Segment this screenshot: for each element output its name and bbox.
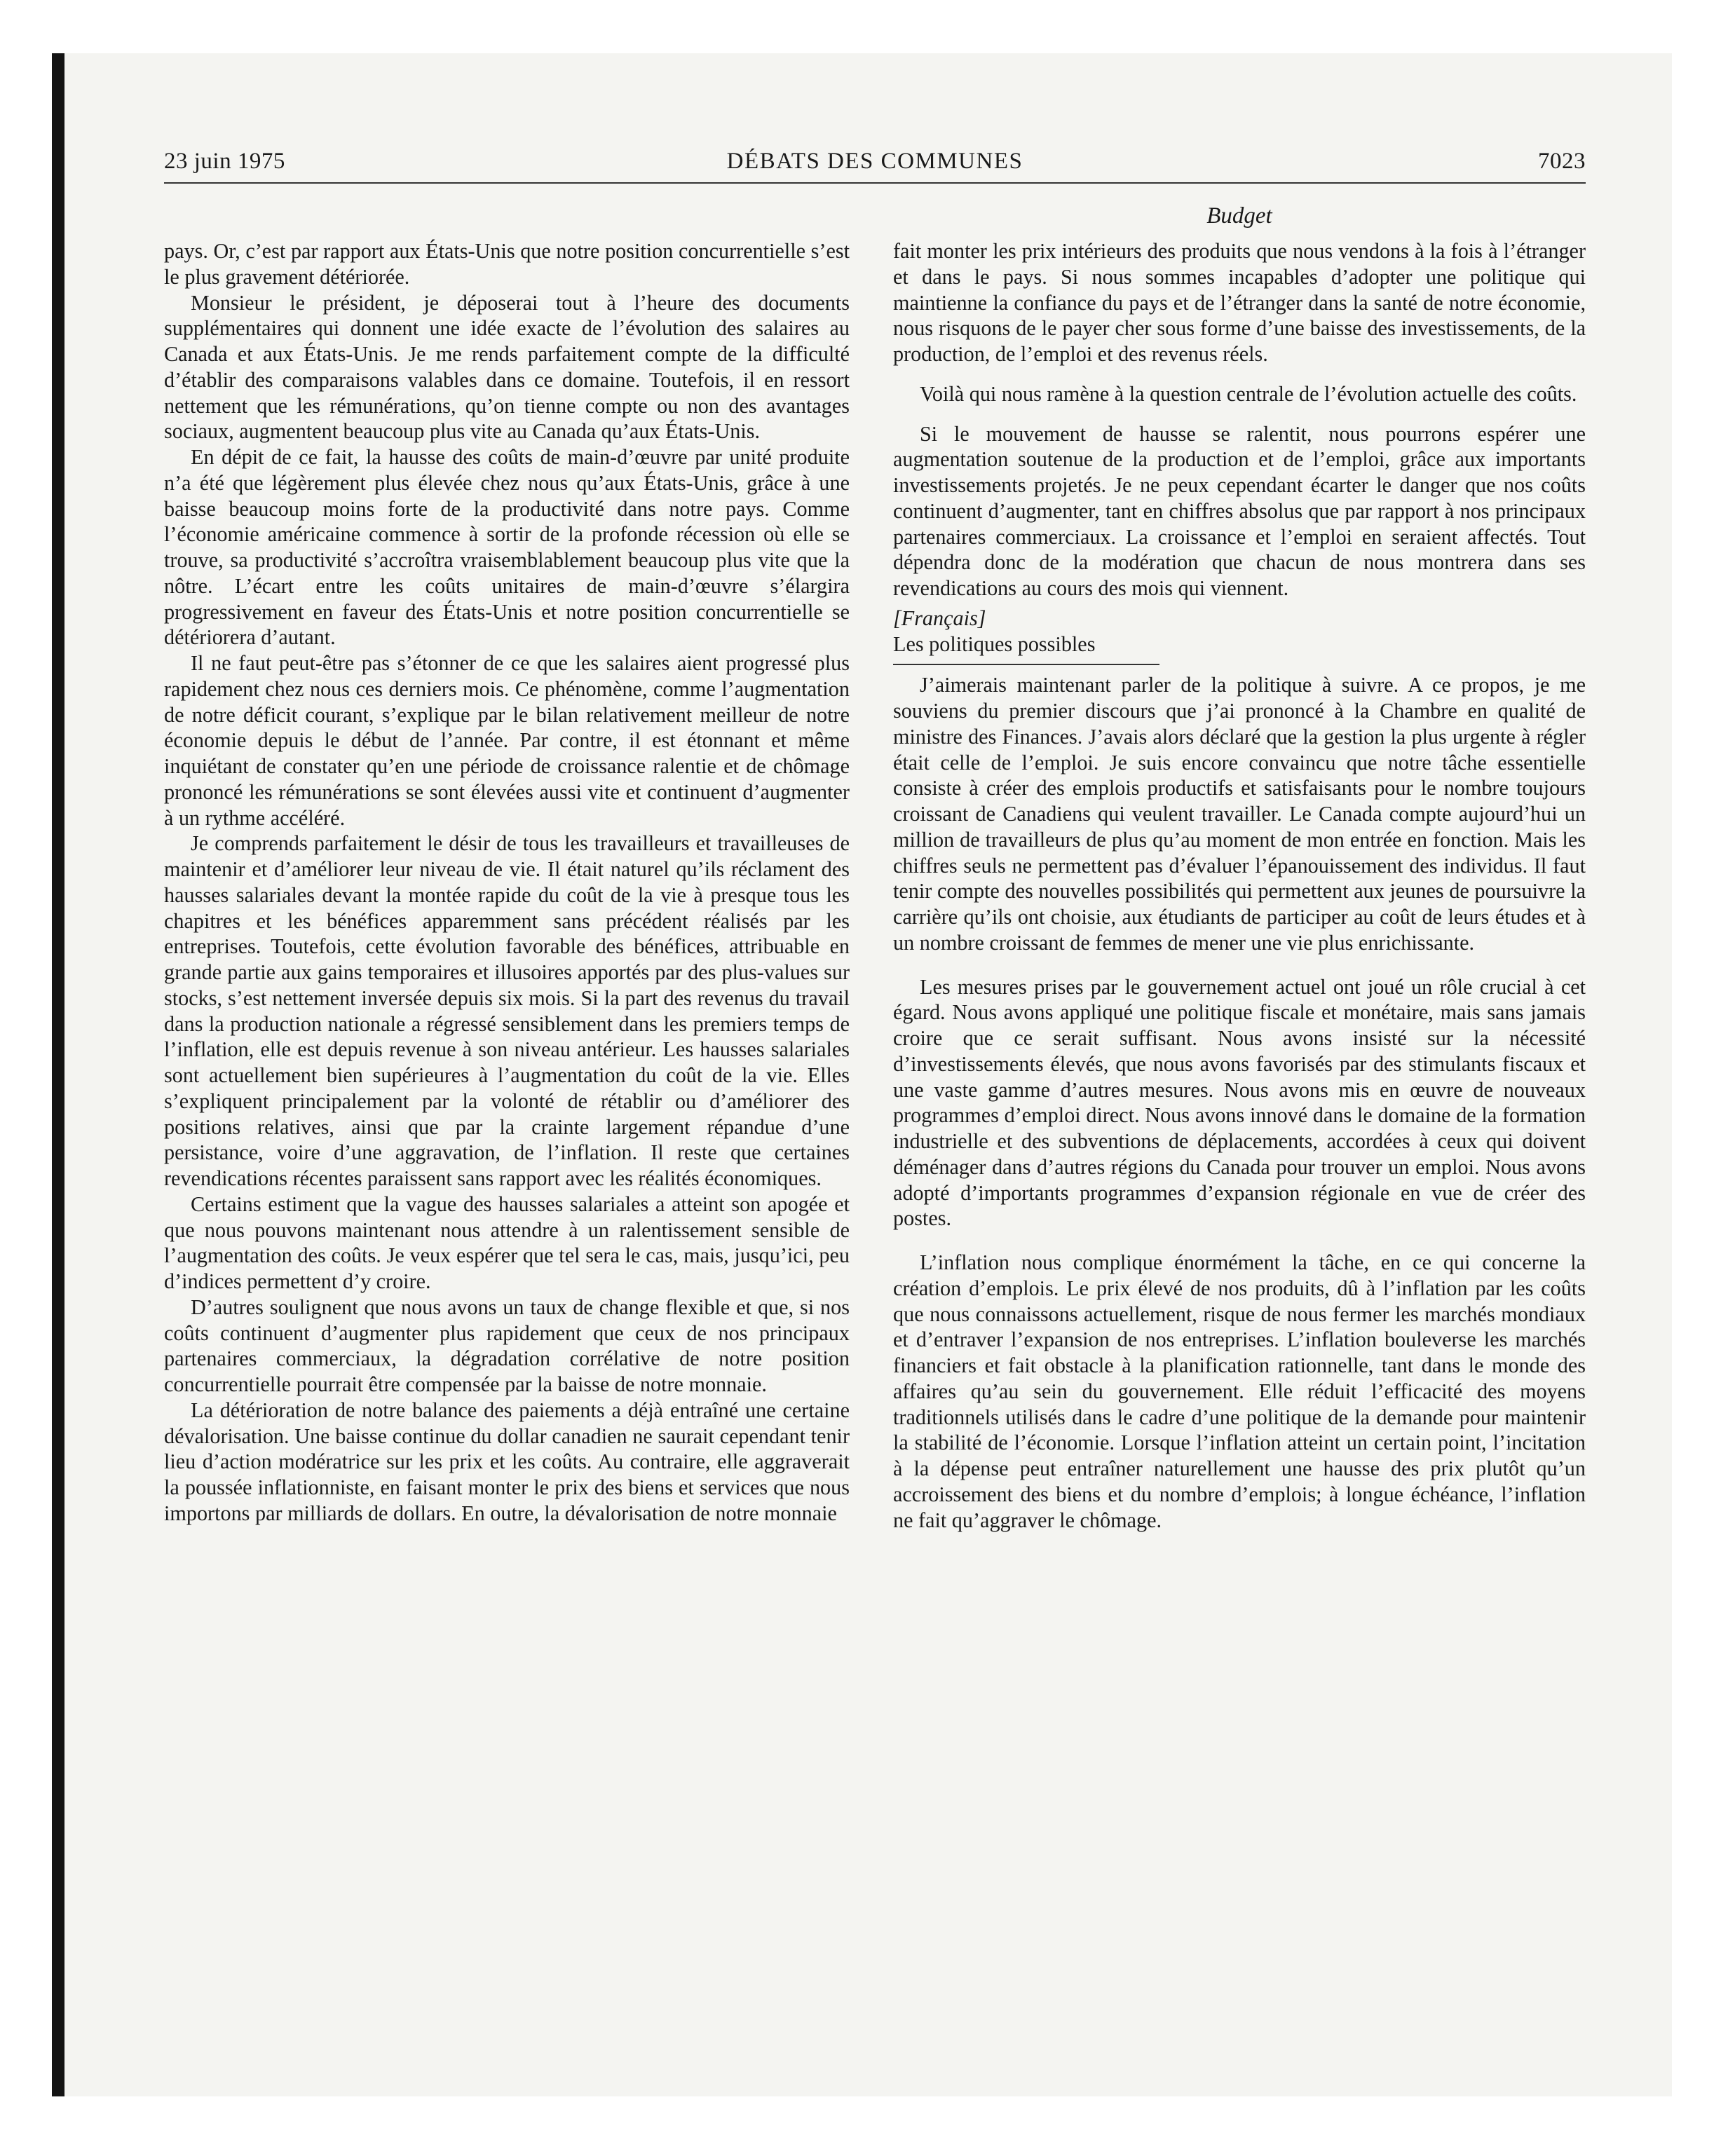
paragraph: Les mesures prises par le gouvernement actuel ont joué un rôle crucial à cet égard. Nous avons appliqué une politique fiscale et monétaire, mais sans jamais croire que ce serait suffisant. Nous avons insisté sur la nécessité d’investissements élevés, que nous avons favorisés par des stimulants fiscaux et une vaste gamme d’autres mesures. Nous avons mis en œuvre de nouveaux programmes d’emploi direct. Nous avons innové dans le domaine de la formation industrielle et des subventions de déplacements, accordées à ceux qui doivent déménager dans d’autres régions du Canada pour trouver un emploi. Nous avons adopté d’importants programmes d’expansion régionale en vue de créer des postes. <box>893 974 1586 1231</box>
paragraph: Monsieur le président, je déposerai tout à l’heure des documents supplémentaires qui donnent une idée exacte de l’évolution des salaires au Canada et aux États-Unis. Je me rends parfaitement compte de la difficulté d’établir des comparaisons valables dans ce domaine. Toutefois, il en ressort nettement que les rémunérations, qu’on tienne compte ou non des avantages sociaux, augmentent beaucoup plus vite au Canada qu’aux États-Unis. <box>164 290 850 444</box>
language-tag <box>893 606 1586 632</box>
right-column <box>893 238 1586 1533</box>
running-head: Budget <box>1206 203 1272 228</box>
header-publication: DÉBATS DES COMMUNES <box>726 149 1023 174</box>
left-column <box>164 238 850 1527</box>
paragraph: L’inflation nous complique énormément la tâche, en ce qui concerne la création d’emplois. Le prix élevé de nos produits, dû à l’inflation par les coûts que nous connaissons actuellement, risque de nous fermer les marchés mondiaux et d’entraver l’expansion de nos entreprises. L’inflation bouleverse les marchés financiers et fait obstacle à la planification rationnelle, tant dans le monde des affaires qu’au sein du gouvernement. Elle réduit l’efficacité des moyens traditionnels utilisés dans le cadre d’une politique de la demande pour maintenir la stabilité de l’économie. Lorsque l’inflation atteint un certain point, l’incitation à la dépense peut entraîner naturellement une hausse des prix plutôt qu’un accroissement des biens et du nombre d’emplois; à longue échéance, l’inflation ne fait qu’aggraver le chômage. <box>893 1250 1586 1532</box>
paragraph: pays. Or, c’est par rapport aux États-Unis que notre position concurrentielle s’est le plus gravement détériorée. <box>164 239 850 289</box>
paragraph: La détérioration de notre balance des paiements a déjà entraîné une certaine dévalorisation. Une baisse continue du dollar canadien ne saurait cependant tenir lieu d’action modératrice sur les prix et les coûts. Au contraire, elle aggraverait la poussée inflationniste, en faisant monter le prix des biens et services que nous importons par milliards de dollars. En outre, la dévalorisation de notre monnaie <box>164 1398 850 1525</box>
subheading-rule <box>893 664 1159 665</box>
paragraph: Certains estiment que la vague des hausses salariales a atteint son apogée et que nous pouvons maintenant nous attendre à un ralentissement sensible de l’augmentation des coûts. Je veux espérer que tel sera le cas, mais, jusqu’ici, peu d’indices permettent d’y croire. <box>164 1192 850 1293</box>
language-tag-text: [Français] <box>893 606 986 630</box>
paragraph: En dépit de ce fait, la hausse des coûts de main-d’œuvre par unité produite n’a été que légèrement plus élevée chez nous qu’aux États-Unis, grâce à une baisse beaucoup moins forte de la productivité dans notre pays. Comme l’économie américaine commence à sortir de la profonde récession où elle se trouve, sa productivité s’accroîtra vraisemblablement beaucoup plus vite que la nôtre. L’écart entre les coûts unitaires de main-d’œuvre s’élargira progressivement en faveur des États-Unis et notre position concurrentielle se détériorera d’autant. <box>164 445 850 650</box>
paragraph: fait monter les prix intérieurs des produits que nous vendons à la fois à l’étranger et dans le pays. Si nous sommes incapables d’adopter une politique qui maintienne la confiance du pays et de l’étranger dans la santé de notre économie, nous risquons de le payer cher sous forme d’une baisse des investissements, de la production, de l’emploi et des revenus réels. <box>893 239 1586 366</box>
paragraph: Voilà qui nous ramène à la question centrale de l’évolution actuelle des coûts. <box>920 381 1577 406</box>
page-header <box>164 149 1586 184</box>
section-subheading: Les politiques possibles <box>893 632 1096 656</box>
paragraph: D’autres soulignent que nous avons un taux de change flexible et que, si nos coûts continuent d’augmenter plus rapidement que ceux de nos principaux partenaires commerciaux, la dégradation corrélative de notre position concurrentielle pourrait être compensée par la baisse de notre monnaie. <box>164 1295 850 1396</box>
paragraph: J’aimerais maintenant parler de la politique à suivre. A ce propos, je me souviens du premier discours que j’ai prononcé à la Chambre en qualité de ministre des Finances. J’avais alors déclaré que la gestion la plus urgente à régler était celle de l’emploi. Je suis encore convaincu que notre tâche essentielle consiste à créer des emplois productifs et satisfaisants pour le nombre toujours croissant de Canadiens qui veulent travailler. Le Canada compte aujourd’hui un million de travailleurs de plus qu’au moment de mon entrée en fonction. Mais les chiffres seuls ne permettent pas d’évaluer l’épanouissement des individus. Il faut tenir compte des nouvelles possibilités qui permettent aux jeunes de poursuivre la carrière qu’ils ont choisie, aux étudiants de participer au coût de leurs études et à un nombre croissant de femmes de mener une vie plus enrichissante. <box>893 673 1586 955</box>
header-page-number: 7023 <box>1538 149 1586 174</box>
header-rule <box>164 182 1586 184</box>
paragraph: Si le mouvement de hausse se ralentit, nous pourrons espérer une augmentation soutenue de la production et de l’emploi, grâce aux importants investissements projetés. Je ne peux cependant écarter le danger que nos coûts continuent d’augmenter, tant en chiffres absolus que par rapport à nos principaux partenaires commerciaux. La croissance et l’emploi en seraient affectés. Tout dépendra donc de la modération que chacun de nous montrera dans ses revendications au cours des mois qui viennent. <box>893 421 1586 600</box>
paragraph: Je comprends parfaitement le désir de tous les travailleurs et travailleuses de maintenir et d’améliorer leur niveau de vie. Il était naturel qu’ils réclament des hausses salariales devant la montée rapide du coût de la vie à presque tous les chapitres et les bénéfices apparemment sans précédent réalisés par les entreprises. Toutefois, cette évolution favorable des bénéfices, attribuable en grande partie aux gains temporaires et illusoires apportés par des plus-values sur stocks, s’est nettement inversée depuis six mois. Si la part des revenus du travail dans la production nationale a régressé sensiblement dans les premiers temps de l’inflation, elle est depuis revenue à son niveau antérieur. Les hausses salariales sont actuellement bien supérieures à l’augmentation du coût de la vie. Elles s’expliquent principalement par la volonté de rétablir ou d’améliorer des positions relatives, ainsi que par la crainte largement répandue d’une persistance, voire d’une aggravation, de l’inflation. Il reste que certaines revendications récentes paraissent sans rapport avec les réalités économiques. <box>164 831 850 1190</box>
paragraph: Il ne faut peut-être pas s’étonner de ce que les salaires aient progressé plus rapidement chez nous ces derniers mois. Ce phénomène, comme l’augmentation de notre déficit courant, s’explique par le bilan relativement meilleur de notre économie depuis le début de l’année. Par contre, il est étonnant et même inquiétant de constater qu’en une période de croissance ralentie et de chômage prononcé les rémunérations se sont élevées aussi vite et continuent d’augmenter à un rythme accéléré. <box>164 651 850 830</box>
header-date: 23 juin 1975 <box>164 149 285 174</box>
binding-edge <box>52 53 64 2096</box>
